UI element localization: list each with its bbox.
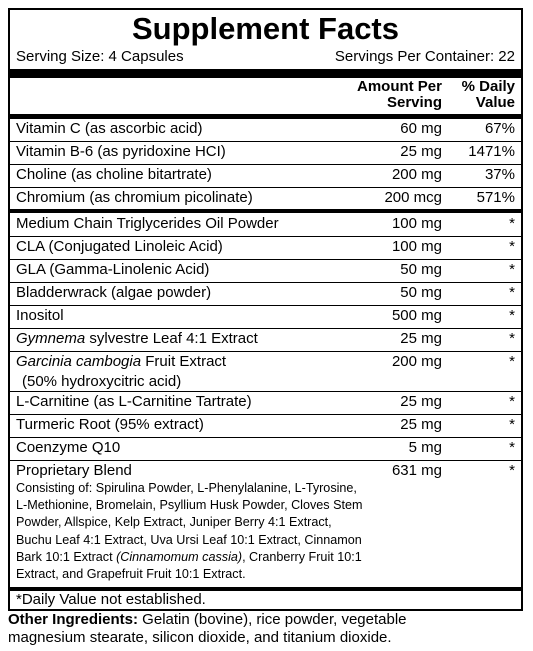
serving-size: Serving Size: 4 Capsules bbox=[16, 48, 184, 65]
servings-per-container: Servings Per Container: 22 bbox=[334, 48, 515, 65]
footnote: *Daily Value not established. bbox=[16, 591, 206, 608]
thick-divider bbox=[10, 69, 521, 78]
amount-header: Amount Per Serving bbox=[356, 78, 442, 111]
panel-title: Supplement Facts bbox=[132, 11, 399, 46]
daily-value-header: % Daily Value bbox=[461, 78, 515, 111]
supplement-facts-panel: Supplement Facts Serving Size: 4 Capsules Servings Per Container: 22 Amount Per Serving % Daily Value Vitamin C (as ascorbic acid) 60 mg 67% Vitamin B-6 (as pyridoxine HCI) 25 mg 1471% Choline (as choline bitartrate) 200 mg 37% Chromium (as chromium picolinate) 200 mcg 571% Medium Chain Triglycerides Oil Powder 100 mg * CLA (Conjugated Linoleic Acid) 100 mg * GLA (Gamma-Linolenic Acid) 50 mg * Bladderwrack (algae powder) 50 mg * Inositol 500 mg * Gymnema sylvestre Leaf 4:1 Extract 25 mg * Garcinia cambogia Fruit Extract (50% hydroxycitric acid) 200 mg * L-Carnitine (as L-Carnitine Tartrate) 25 mg * Turmeric Root (95% extract) 25 mg * Coenzyme Q10 5 mg * Proprietary Blend 631 mg * Consisting of: Spirulina Powder, L-Phenylalanine, L-Tyrosine, L-Methionine, Bromelain, Psyllium Husk Powder, Cloves Stem Powder, Allspice, Kelp Extract, Juniper Berry 4:1 Extract, Buchu Leaf 4:1 Extract, Uva Ursi Leaf 10:1 Extract, Cinnamon Bark 10:1 Extract (Cinnamomum cassia), Cranberry Fruit 10:1 Extract, and Grapefruit Fruit 10:1 Extract. *Daily Value not established. bbox=[8, 8, 523, 611]
row-divider bbox=[10, 305, 521, 306]
section-divider bbox=[10, 209, 521, 213]
other-ingredients: Other Ingredients: Gelatin (bovine), rice powder, vegetable magnesium stearate, silicon dioxide, and titanium dioxide. bbox=[8, 611, 407, 646]
blend-description: Consisting of: Spirulina Powder, L-Phenylalanine, L-Tyrosine, L-Methionine, Bromelain, Psyllium Husk Powder, Cloves Stem Powder, Allspice, Kelp Extract, Juniper Berry 4:1 Extract, Buchu Leaf 4:1 Extract, Uva Ursi Leaf 10:1 Extract, Cinnamon Bark 10:1 Extract (Cinnamomum cassia), Cranberry Fruit 10:1 Extract, and Grapefruit Fruit 10:1 Extract. bbox=[16, 481, 363, 582]
